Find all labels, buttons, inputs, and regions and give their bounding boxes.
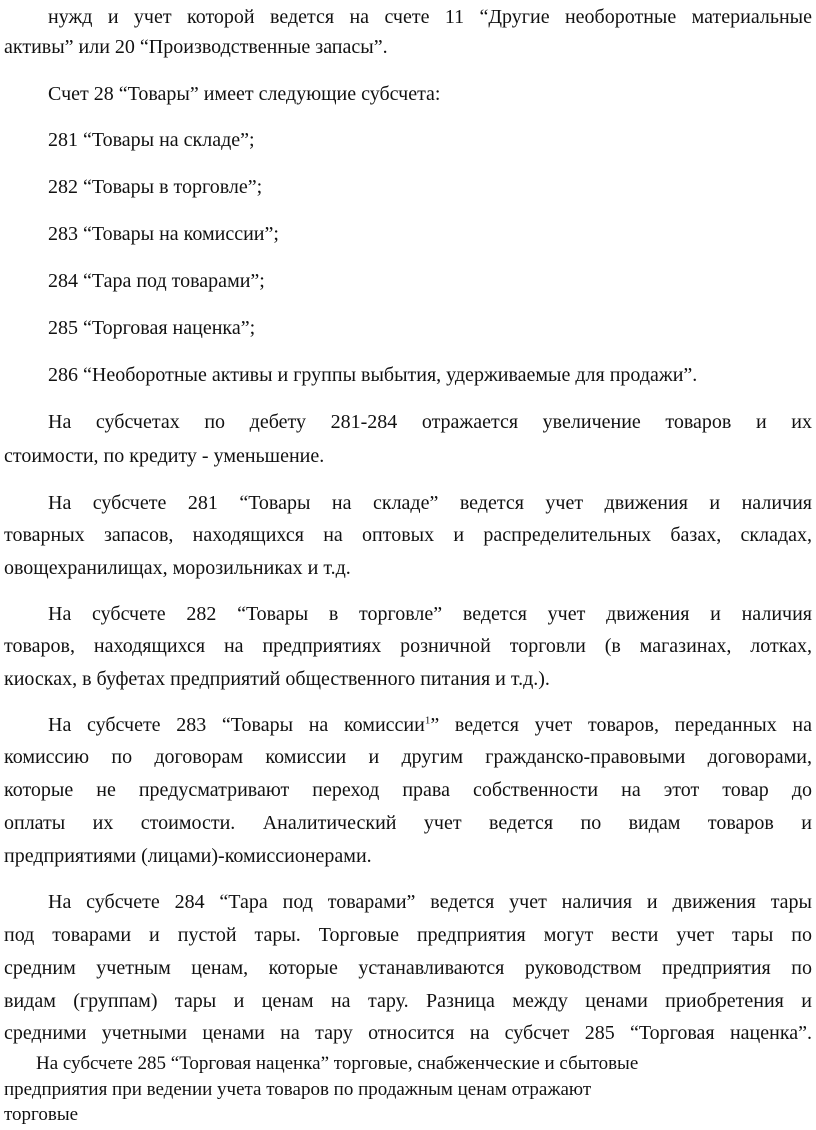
text-line: предприятиями (лицами)-комиссионерами. xyxy=(4,845,372,867)
text-line: под товарами и пустой тары. Торговые предприятия могут вести учет тары по xyxy=(4,924,812,946)
footnote-mark[interactable]: 1 xyxy=(424,714,431,727)
text-line: товарных запасов, находящихся на оптовых и распределительных базах, складах, xyxy=(4,524,812,546)
text-line: средними учетными ценами на тару относится на субсчет 285 “Торговая наценка”. xyxy=(4,1022,812,1044)
text-line: которые не предусматривают переход права собственности на этот товар до xyxy=(4,779,812,801)
list-item: 282 “Товары в торговле”; xyxy=(48,176,263,198)
list-item: 284 “Тара под товарами”; xyxy=(48,270,265,292)
text-line: средним учетным ценам, которые устанавливаются руководством предприятия по xyxy=(4,957,812,979)
text-line: Счет 28 “Товары” имеет следующие субсчета: xyxy=(48,83,441,105)
text-line: товаров, находящихся на предприятиях розничной торговли (в магазинах, лотках, xyxy=(4,635,812,657)
text-line: нужд и учет которой ведется на счете 11 “Другие необоротные материальные xyxy=(48,6,812,28)
list-item: 281 “Товары на складе”; xyxy=(48,129,255,151)
text-fragment: На субсчете 283 “Товары на комиссии xyxy=(48,714,425,736)
list-item: 283 “Товары на комиссии”; xyxy=(48,223,279,245)
text-line: комиссию по договорам комиссии и другим гражданско-правовыми договорами, xyxy=(4,746,812,768)
text-line: На субсчете 285 “Торговая наценка” торговые, снабженческие и сбытовые xyxy=(36,1053,639,1074)
text-line: оплаты их стоимости. Аналитический учет ведется по видам товаров и xyxy=(4,812,812,834)
list-item: 286 “Необоротные активы и группы выбытия, удерживаемые для продажи”. xyxy=(48,364,698,386)
list-item: 285 “Торговая наценка”; xyxy=(48,317,256,339)
text-line: предприятия при ведении учета товаров по продажным ценам отражают xyxy=(4,1079,592,1100)
text-fragment: ” ведется учет товаров, переданных на xyxy=(430,714,812,736)
text-line: На субсчетах по дебету 281-284 отражается увеличение товаров и их xyxy=(48,411,812,433)
text-line: На субсчете 284 “Тара под товарами” ведется учет наличия и движения тары xyxy=(48,891,812,913)
text-line: киосках, в буфетах предприятий общественного питания и т.д.). xyxy=(4,668,550,690)
text-line: видам (группам) тары и ценам на тару. Разница между ценами приобретения и xyxy=(4,990,812,1012)
text-line: На субсчете 282 “Товары в торговле” ведется учет движения и наличия xyxy=(48,603,812,625)
text-line: стоимости, по кредиту - уменьшение. xyxy=(4,445,325,467)
text-line: активы” или 20 “Производственные запасы”. xyxy=(4,36,388,58)
text-line: овощехранилищах, морозильниках и т.д. xyxy=(4,557,351,579)
text-line xyxy=(48,712,812,738)
text-line: На субсчете 281 “Товары на складе” ведется учет движения и наличия xyxy=(48,492,812,514)
text-line: торговые xyxy=(4,1104,79,1125)
